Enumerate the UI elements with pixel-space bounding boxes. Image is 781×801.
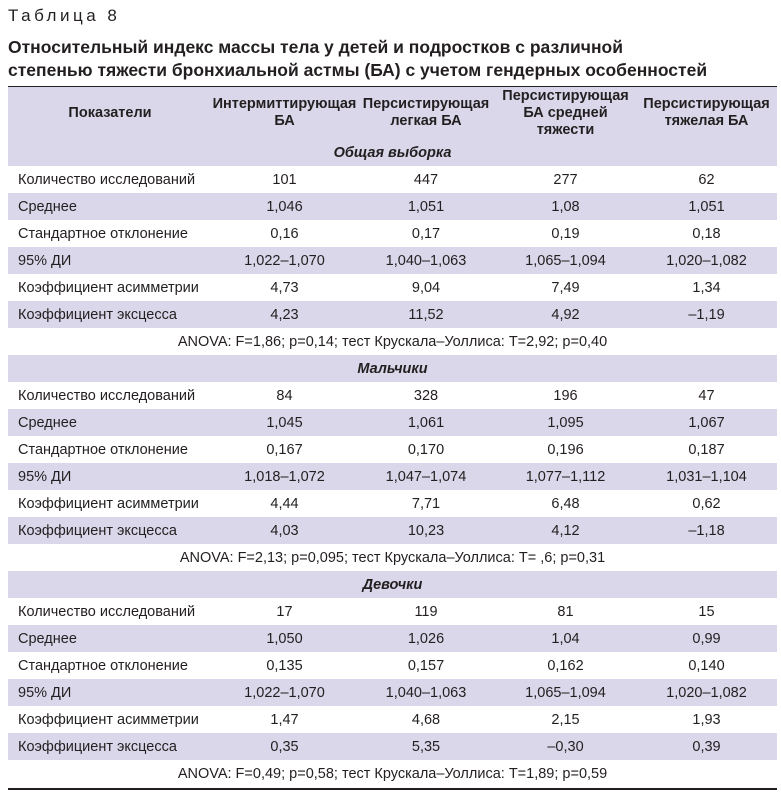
cell-value: 1,04 (495, 625, 636, 652)
table-row (8, 706, 777, 733)
stats-row (8, 328, 777, 355)
table-row (8, 598, 777, 625)
row-label: Среднее (8, 409, 212, 436)
stats-row (8, 760, 777, 787)
cell-value: –0,30 (495, 733, 636, 760)
cell-value: 11,52 (357, 301, 495, 328)
cell-value: 1,067 (636, 409, 777, 436)
row-label: Коэффициент эксцесса (8, 517, 212, 544)
section-title: Девочки (8, 571, 777, 598)
stats-text: ANOVA: F=2,13; p=0,095; тест Крускала–Уоллиса: T= ,6; p=0,31 (8, 544, 777, 571)
cell-value: 1,046 (212, 193, 357, 220)
header-persistent-moderate-line2: БА средней тяжести (523, 104, 608, 138)
cell-value: 4,92 (495, 301, 636, 328)
cell-value: 7,71 (357, 490, 495, 517)
cell-value: 1,018–1,072 (212, 463, 357, 490)
cell-value: 2,15 (495, 706, 636, 733)
cell-value: 10,23 (357, 517, 495, 544)
data-table (8, 87, 777, 787)
cell-value: –1,19 (636, 301, 777, 328)
stats-row (8, 544, 777, 571)
cell-value: 4,73 (212, 274, 357, 301)
cell-value: 6,48 (495, 490, 636, 517)
cell-value: 0,135 (212, 652, 357, 679)
cell-value: 0,196 (495, 436, 636, 463)
table-row (8, 679, 777, 706)
cell-value: 0,16 (212, 220, 357, 247)
cell-value: 81 (495, 598, 636, 625)
cell-value: 0,157 (357, 652, 495, 679)
cell-value: 5,35 (357, 733, 495, 760)
cell-value: 1,34 (636, 274, 777, 301)
cell-value: 1,022–1,070 (212, 247, 357, 274)
cell-value: 1,047–1,074 (357, 463, 495, 490)
cell-value: 1,045 (212, 409, 357, 436)
table-number-label: Таблица 8 (8, 6, 121, 25)
table-row (8, 517, 777, 544)
cell-value: 1,040–1,063 (357, 247, 495, 274)
row-label: Стандартное отклонение (8, 652, 212, 679)
cell-value: 4,12 (495, 517, 636, 544)
table-row (8, 409, 777, 436)
cell-value: 277 (495, 166, 636, 193)
cell-value: 7,49 (495, 274, 636, 301)
row-label: Стандартное отклонение (8, 436, 212, 463)
header-persistent-severe-line2: тяжелая БА (664, 113, 749, 129)
table-row (8, 652, 777, 679)
cell-value: 1,040–1,063 (357, 679, 495, 706)
cell-value: 0,167 (212, 436, 357, 463)
cell-value: 4,68 (357, 706, 495, 733)
header-intermittent (212, 87, 357, 139)
cell-value: 0,18 (636, 220, 777, 247)
cell-value: 0,39 (636, 733, 777, 760)
stats-text: ANOVA: F=0,49; p=0,58; тест Крускала–Уоллиса: T=1,89; p=0,59 (8, 760, 777, 787)
cell-value: 1,026 (357, 625, 495, 652)
header-persistent-severe (636, 87, 777, 139)
section-title: Общая выборка (8, 139, 777, 166)
header-intermittent-line1: Интермиттирующая (212, 96, 357, 112)
row-label: 95% ДИ (8, 679, 212, 706)
row-label: Стандартное отклонение (8, 220, 212, 247)
cell-value: 1,93 (636, 706, 777, 733)
row-label: Количество исследований (8, 598, 212, 625)
table-row (8, 463, 777, 490)
cell-value: 0,99 (636, 625, 777, 652)
cell-value: 0,62 (636, 490, 777, 517)
cell-value: 119 (357, 598, 495, 625)
row-label: Коэффициент асимметрии (8, 274, 212, 301)
cell-value: 1,050 (212, 625, 357, 652)
row-label: Коэффициент эксцесса (8, 301, 212, 328)
cell-value: 4,23 (212, 301, 357, 328)
row-label: Количество исследований (8, 166, 212, 193)
row-label: 95% ДИ (8, 463, 212, 490)
cell-value: 0,35 (212, 733, 357, 760)
row-label: Коэффициент асимметрии (8, 490, 212, 517)
cell-value: 47 (636, 382, 777, 409)
header-intermittent-line2: БА (274, 113, 295, 129)
section-title-row (8, 571, 777, 598)
cell-value: 17 (212, 598, 357, 625)
cell-value: 196 (495, 382, 636, 409)
cell-value: 1,095 (495, 409, 636, 436)
cell-value: 1,051 (357, 193, 495, 220)
cell-value: 9,04 (357, 274, 495, 301)
cell-value: 4,03 (212, 517, 357, 544)
cell-value: 1,065–1,094 (495, 679, 636, 706)
cell-value: 1,051 (636, 193, 777, 220)
table-body (8, 139, 777, 787)
row-label: Среднее (8, 193, 212, 220)
row-label: 95% ДИ (8, 247, 212, 274)
header-persistent-moderate (495, 87, 636, 139)
table-row (8, 301, 777, 328)
cell-value: 101 (212, 166, 357, 193)
cell-value: 1,020–1,082 (636, 679, 777, 706)
section-title: Мальчики (8, 355, 777, 382)
cell-value: 4,44 (212, 490, 357, 517)
caption-line-2: степенью тяжести бронхиальной астмы (БА) с учетом гендерных особенностей (8, 60, 708, 80)
header-indicators: Показатели (8, 87, 212, 139)
table-row (8, 490, 777, 517)
cell-value: 1,08 (495, 193, 636, 220)
cell-value: 447 (357, 166, 495, 193)
cell-value: 0,187 (636, 436, 777, 463)
cell-value: 15 (636, 598, 777, 625)
cell-value: 1,47 (212, 706, 357, 733)
row-label: Коэффициент асимметрии (8, 706, 212, 733)
cell-value: 1,061 (357, 409, 495, 436)
header-persistent-moderate-line1: Персистирующая (502, 87, 629, 104)
cell-value: 1,031–1,104 (636, 463, 777, 490)
cell-value: 0,140 (636, 652, 777, 679)
caption-line-1: Относительный индекс массы тела у детей и подростков с различной (8, 37, 623, 57)
cell-value: 328 (357, 382, 495, 409)
cell-value: 84 (212, 382, 357, 409)
table-row (8, 625, 777, 652)
table-row (8, 382, 777, 409)
header-persistent-mild (357, 87, 495, 139)
row-label: Коэффициент эксцесса (8, 733, 212, 760)
table-caption (8, 36, 778, 82)
table-row (8, 220, 777, 247)
table-header-row (8, 87, 777, 139)
section-title-row (8, 355, 777, 382)
cell-value: 0,19 (495, 220, 636, 247)
header-persistent-mild-line2: легкая БА (390, 113, 462, 129)
table-row (8, 247, 777, 274)
cell-value: 62 (636, 166, 777, 193)
cell-value: 1,022–1,070 (212, 679, 357, 706)
row-label: Среднее (8, 625, 212, 652)
table-bottom-rule (8, 788, 777, 790)
table-row (8, 436, 777, 463)
table-row (8, 733, 777, 760)
stats-text: ANOVA: F=1,86; p=0,14; тест Крускала–Уоллиса: T=2,92; p=0,40 (8, 328, 777, 355)
table-row (8, 274, 777, 301)
cell-value: 0,162 (495, 652, 636, 679)
table-row (8, 166, 777, 193)
cell-value: 0,170 (357, 436, 495, 463)
cell-value: –1,18 (636, 517, 777, 544)
cell-value: 1,065–1,094 (495, 247, 636, 274)
cell-value: 0,17 (357, 220, 495, 247)
header-persistent-severe-line1: Персистирующая (643, 96, 770, 112)
table-row (8, 193, 777, 220)
cell-value: 1,020–1,082 (636, 247, 777, 274)
section-title-row (8, 139, 777, 166)
row-label: Количество исследований (8, 382, 212, 409)
cell-value: 1,077–1,112 (495, 463, 636, 490)
header-persistent-mild-line1: Персистирующая (362, 96, 490, 112)
